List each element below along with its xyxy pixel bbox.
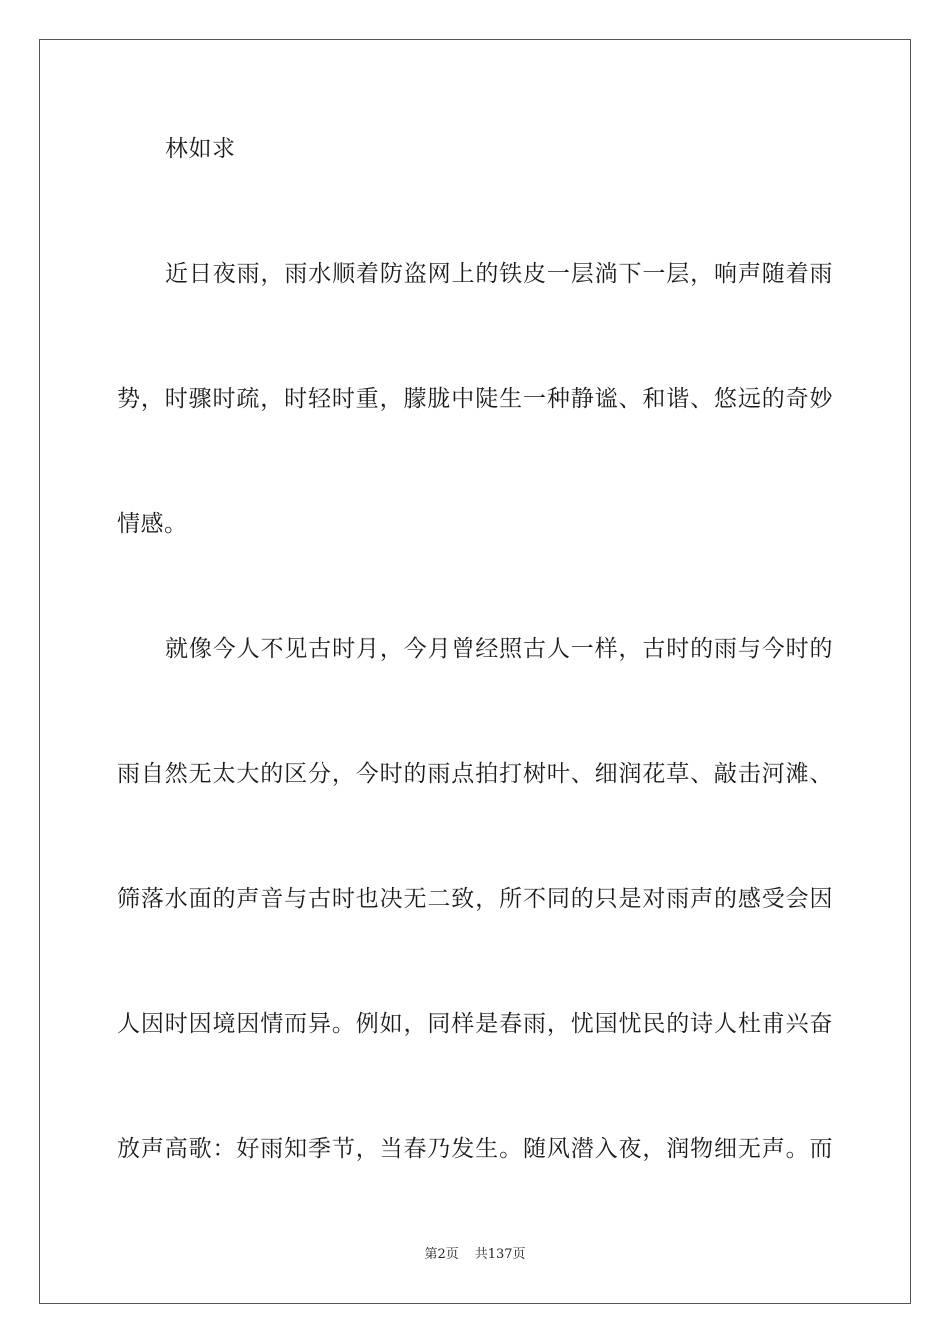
paragraph-2-line-2: 雨自然无太大的区分，今时的雨点拍打树叶、细润花草、敲击河滩、 <box>117 761 833 787</box>
page-border <box>39 39 911 1304</box>
paragraph-2-line-3: 筛落水面的声音与古时也决无二致，所不同的只是对雨声的感受会因 <box>117 886 833 912</box>
paragraph-1-line-2: 势，时骤时疏，时轻时重，朦胧中陡生一种静谧、和谐、悠远的奇妙 <box>117 386 833 412</box>
paragraph-1-line-1: 近日夜雨，雨水顺着防盗网上的铁皮一层淌下一层，响声随着雨 <box>165 261 833 287</box>
author-name: 林如求 <box>165 136 236 162</box>
paragraph-2-line-5: 放声高歌：好雨知季节，当春乃发生。随风潜入夜，润物细无声。而 <box>117 1136 833 1162</box>
page-number: 第2页 <box>424 1247 459 1262</box>
paragraph-2-line-1: 就像今人不见古时月，今月曾经照古人一样，古时的雨与今时的 <box>165 636 833 662</box>
paragraph-2-line-4: 人因时因境因情而异。例如，同样是春雨，忧国忧民的诗人杜甫兴奋 <box>117 1011 833 1037</box>
page-footer <box>0 1246 950 1264</box>
total-pages: 共137页 <box>474 1247 526 1262</box>
paragraph-1-line-3: 情感。 <box>117 511 188 537</box>
